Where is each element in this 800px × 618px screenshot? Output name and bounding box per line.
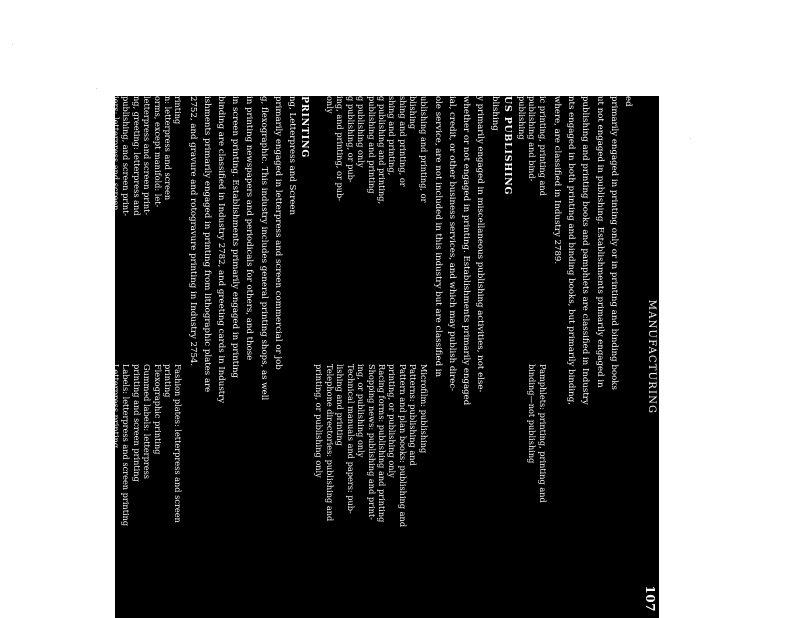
block3-line: primarily engaged in letterpress and screen commercial or job — [272, 96, 283, 370]
index-item: ublishing and printing, or — [418, 96, 429, 203]
block-misc-publishing — [314, 96, 512, 618]
block1-line: ut not engaged in publishing. Establishments primarily engaged in — [594, 96, 605, 388]
block3-line: in screen printing. Establishments primarily engaged in printing — [230, 96, 241, 378]
index-item: shing and printing, or — [397, 96, 408, 187]
block2-line: ial, credit, or other business services, and which may publish direc- — [446, 96, 457, 392]
block3-index-left — [48, 96, 183, 350]
index-item: orms, except manifold: let- — [152, 96, 163, 208]
index-item: Flexographic printing — [152, 364, 163, 455]
block3-line: 2752, and gravure and rotogravure printing in Industry 2754. — [187, 96, 198, 367]
block1-index-left — [517, 96, 548, 350]
index-item: publishing) — [48, 364, 59, 411]
block2-line: whether or not engaged in printing. Establishments primarily engaged — [461, 96, 472, 406]
index-item: ers, screen printing — [90, 96, 101, 178]
running-head: MANUFACTURING — [646, 299, 657, 415]
index-item: ing, or publishing only — [356, 364, 367, 458]
block3-index — [48, 96, 183, 618]
scan-speck — [96, 88, 97, 89]
index-item: g publishing and printing, — [376, 96, 387, 205]
index-item: letterpress and screen print — [100, 96, 111, 213]
index-item: Microfilm: publishing — [418, 364, 429, 454]
block2-line: y primarily engaged in miscellaneous publishing activities, not else- — [475, 96, 486, 393]
index-item: Letterpress printing — [111, 364, 122, 449]
index-item: ic printing, printing and — [537, 96, 548, 196]
block3-line: in printing newspapers and periodicals for others, and those — [244, 96, 255, 361]
index-item: Technical manuals and papers: pub- — [345, 364, 356, 514]
index-item: Shopping news: publishing and print- — [366, 364, 377, 521]
block1-index — [517, 96, 548, 618]
block3-line: ishments primarily engaged in printing from lithographic plates are — [201, 96, 212, 393]
block3-line: g, flexographic. This industry includes general printing shops, as well — [258, 96, 269, 401]
index-item: Newspapers: printing (not publishing) — [69, 364, 80, 524]
block2-line: ole service, are not included in this industry but are classified in — [432, 96, 443, 378]
index-item: Pamphlets: printing, printing and — [537, 364, 548, 503]
index-item: iers: letterpress and screen — [111, 96, 122, 211]
index-item: Labels: letterpress and screen printing — [121, 364, 132, 527]
index-item: Racing forms: publishing and printing — [376, 364, 387, 523]
index-item: printing — [163, 364, 174, 398]
block2-index — [314, 96, 428, 618]
rotated-page-content — [48, 96, 659, 618]
block1-line: nts engaged in both printing and binding books, but primarily binding, — [566, 96, 577, 405]
index-item: lishing and printing — [335, 364, 346, 446]
index-item: ng, greeting: letterpress and — [131, 96, 142, 216]
index-item: printing and screen printing — [131, 364, 142, 482]
block-book-printing — [517, 96, 619, 618]
index-item: publishing and bind- — [527, 96, 538, 182]
index-item: Patterns: publishing and — [408, 364, 419, 466]
section-subheading: ng, Letterpress and Screen — [287, 96, 298, 216]
index-item: Periodicals: letterpress printing (not — [58, 364, 69, 516]
block1-line: publishing and printing books and pamphlets are classified in Industry — [580, 96, 591, 405]
index-item: g publishing only — [356, 96, 367, 168]
block3-index-right — [48, 364, 183, 618]
scanned-page — [48, 96, 659, 618]
index-item: Maps: letterpress and screen — [100, 364, 111, 486]
block2-index-right — [314, 364, 428, 618]
index-item: letterpress and screen print- — [142, 96, 153, 216]
fragment-top: ed — [623, 96, 633, 107]
section-subheading: blishing — [489, 96, 500, 131]
index-item: publishing — [516, 96, 527, 140]
index-item: g publishing, or pub- — [345, 96, 356, 183]
index-item: Pattern and plan books: publishing and — [397, 364, 408, 528]
index-item: Music, sheet: letterpress and screen — [79, 364, 90, 516]
index-item: printing, or publishing only — [314, 364, 325, 478]
section-heading: US PUBLISHING — [501, 96, 513, 196]
index-item: Gummed labels: letterpress — [142, 364, 153, 480]
index-item: publishing and printing — [366, 96, 377, 194]
index-item: n: letterpress and screen — [163, 96, 174, 201]
index-item: Menus: letterpress printing — [90, 364, 101, 479]
index-item: letterpress and screen — [79, 96, 90, 190]
index-item: Fashion plates: letterpress and screen — [173, 364, 184, 523]
index-item: binding—not publishing — [527, 364, 538, 464]
block-commercial-printing — [48, 96, 310, 618]
scan-speck — [12, 44, 13, 45]
index-item: tterpress and screen — [69, 96, 80, 183]
index-item: ing, and printing, or pub- — [335, 96, 346, 201]
block2-index-left — [314, 96, 428, 350]
index-item: rinting — [173, 96, 184, 125]
block1-line: primarily engaged in printing only or in printing and binding books — [608, 96, 619, 390]
section-heading: PRINTING — [299, 96, 311, 159]
block1-line: where, are classified in Industry 2789. — [551, 96, 562, 265]
index-item: Telephone directories: publishing and — [324, 364, 335, 522]
index-item: shing and printing, — [387, 96, 398, 176]
index-item: publishing, and screen print- — [121, 96, 132, 217]
index-item: only — [324, 96, 335, 114]
block3-line: binding are classified in Industry 2782, and greeting cards in Industry — [216, 96, 227, 404]
page-number: 107 — [643, 585, 657, 612]
text-body — [48, 96, 633, 618]
index-item: blishing — [408, 96, 419, 130]
block1-index-right — [517, 364, 548, 618]
index-item: printing, or publishing only — [387, 364, 398, 478]
scan-speck — [690, 138, 691, 139]
